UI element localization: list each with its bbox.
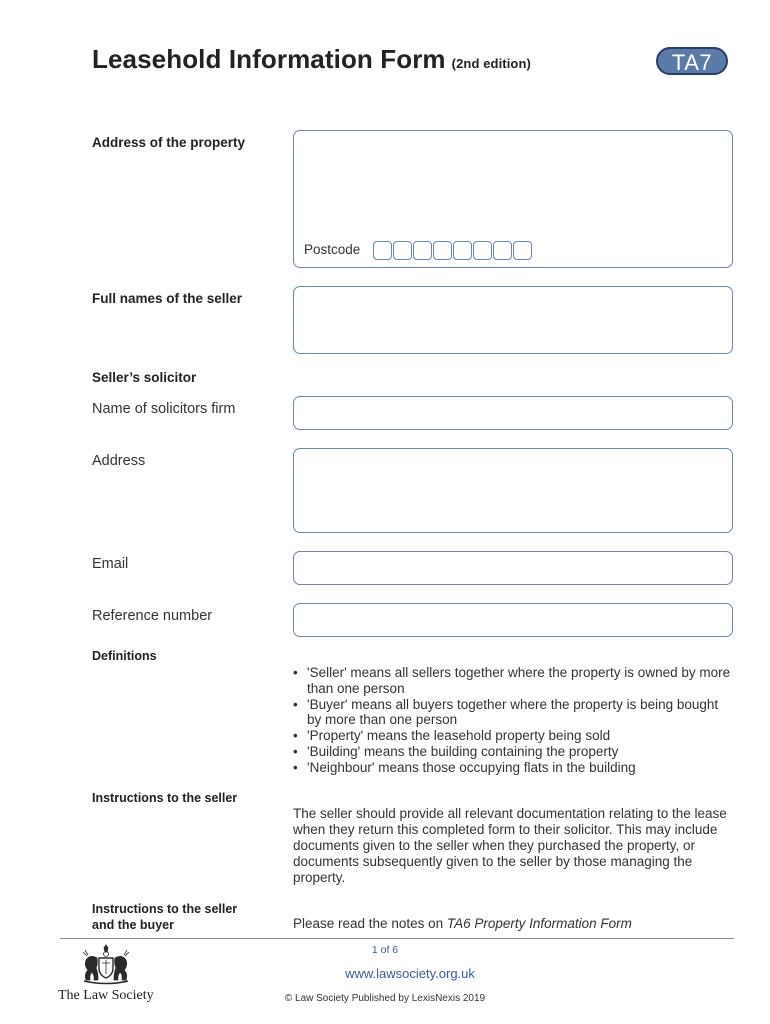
form-title-text: Leasehold Information Form [92, 44, 446, 74]
postcode-cell[interactable] [513, 241, 532, 260]
instructions-both-heading-line2: and the buyer [92, 918, 174, 932]
form-code-badge: TA7 [656, 47, 728, 75]
solicitor-firm-label: Name of solicitors firm [92, 401, 236, 417]
solicitor-firm-field[interactable] [293, 396, 733, 430]
form-edition: (2nd edition) [451, 56, 531, 71]
definition-item: • 'Property' means the leasehold property being sold [293, 728, 733, 744]
definition-item: • 'Buyer' means all buyers together where the property is being bought by more than one person [293, 697, 733, 729]
website-link[interactable]: www.lawsociety.org.uk [345, 966, 475, 981]
definitions-heading: Definitions [92, 649, 157, 663]
postcode-cell[interactable] [373, 241, 392, 260]
definition-item: • 'Neighbour' means those occupying flats in the building [293, 760, 733, 776]
solicitor-heading: Seller’s solicitor [92, 370, 197, 385]
solicitor-email-field[interactable] [293, 551, 733, 585]
solicitor-address-field[interactable] [293, 448, 733, 533]
instructions-both-prefix: Please read the notes on [293, 916, 447, 931]
solicitor-reference-label: Reference number [92, 608, 213, 624]
definitions-list [293, 665, 733, 776]
law-society-name: The Law Society [58, 988, 154, 1003]
postcode-cell[interactable] [413, 241, 432, 260]
seller-names-field[interactable] [293, 286, 733, 354]
footer-divider [60, 938, 734, 939]
copyright-notice: © Law Society Published by LexisNexis 2019 [284, 993, 486, 1004]
seller-names-label: Full names of the seller [92, 291, 243, 306]
ta6-form-reference: TA6 Property Information Form [446, 916, 632, 931]
page-number: 1 of 6 [371, 944, 399, 956]
solicitor-email-label: Email [92, 556, 129, 572]
postcode-cell[interactable] [473, 241, 492, 260]
instructions-both-text [293, 916, 733, 932]
definition-item: • 'Seller' means all sellers together where the property is owned by more than one person [293, 665, 733, 697]
instructions-seller-heading: Instructions to the seller [92, 791, 238, 805]
instructions-seller-text: The seller should provide all relevant documentation relating to the lease when they return this completed form to their solicitor. This may include documents given to the seller when they purchased the property, or documents subsequently given to the seller by those managing the property. [293, 806, 727, 885]
instructions-both-heading-line1: Instructions to the seller [92, 902, 238, 916]
definition-item: • 'Building' means the building containing the property [293, 744, 733, 760]
form-title [92, 44, 531, 75]
postcode-cell[interactable] [433, 241, 452, 260]
postcode-label: Postcode [304, 242, 361, 257]
solicitor-address-label: Address [92, 453, 146, 469]
postcode-field[interactable] [373, 241, 532, 260]
postcode-cell[interactable] [493, 241, 512, 260]
solicitor-reference-field[interactable] [293, 603, 733, 637]
postcode-cell[interactable] [393, 241, 412, 260]
property-address-label: Address of the property [92, 135, 246, 150]
instructions-both-heading [92, 901, 237, 933]
postcode-cell[interactable] [453, 241, 472, 260]
